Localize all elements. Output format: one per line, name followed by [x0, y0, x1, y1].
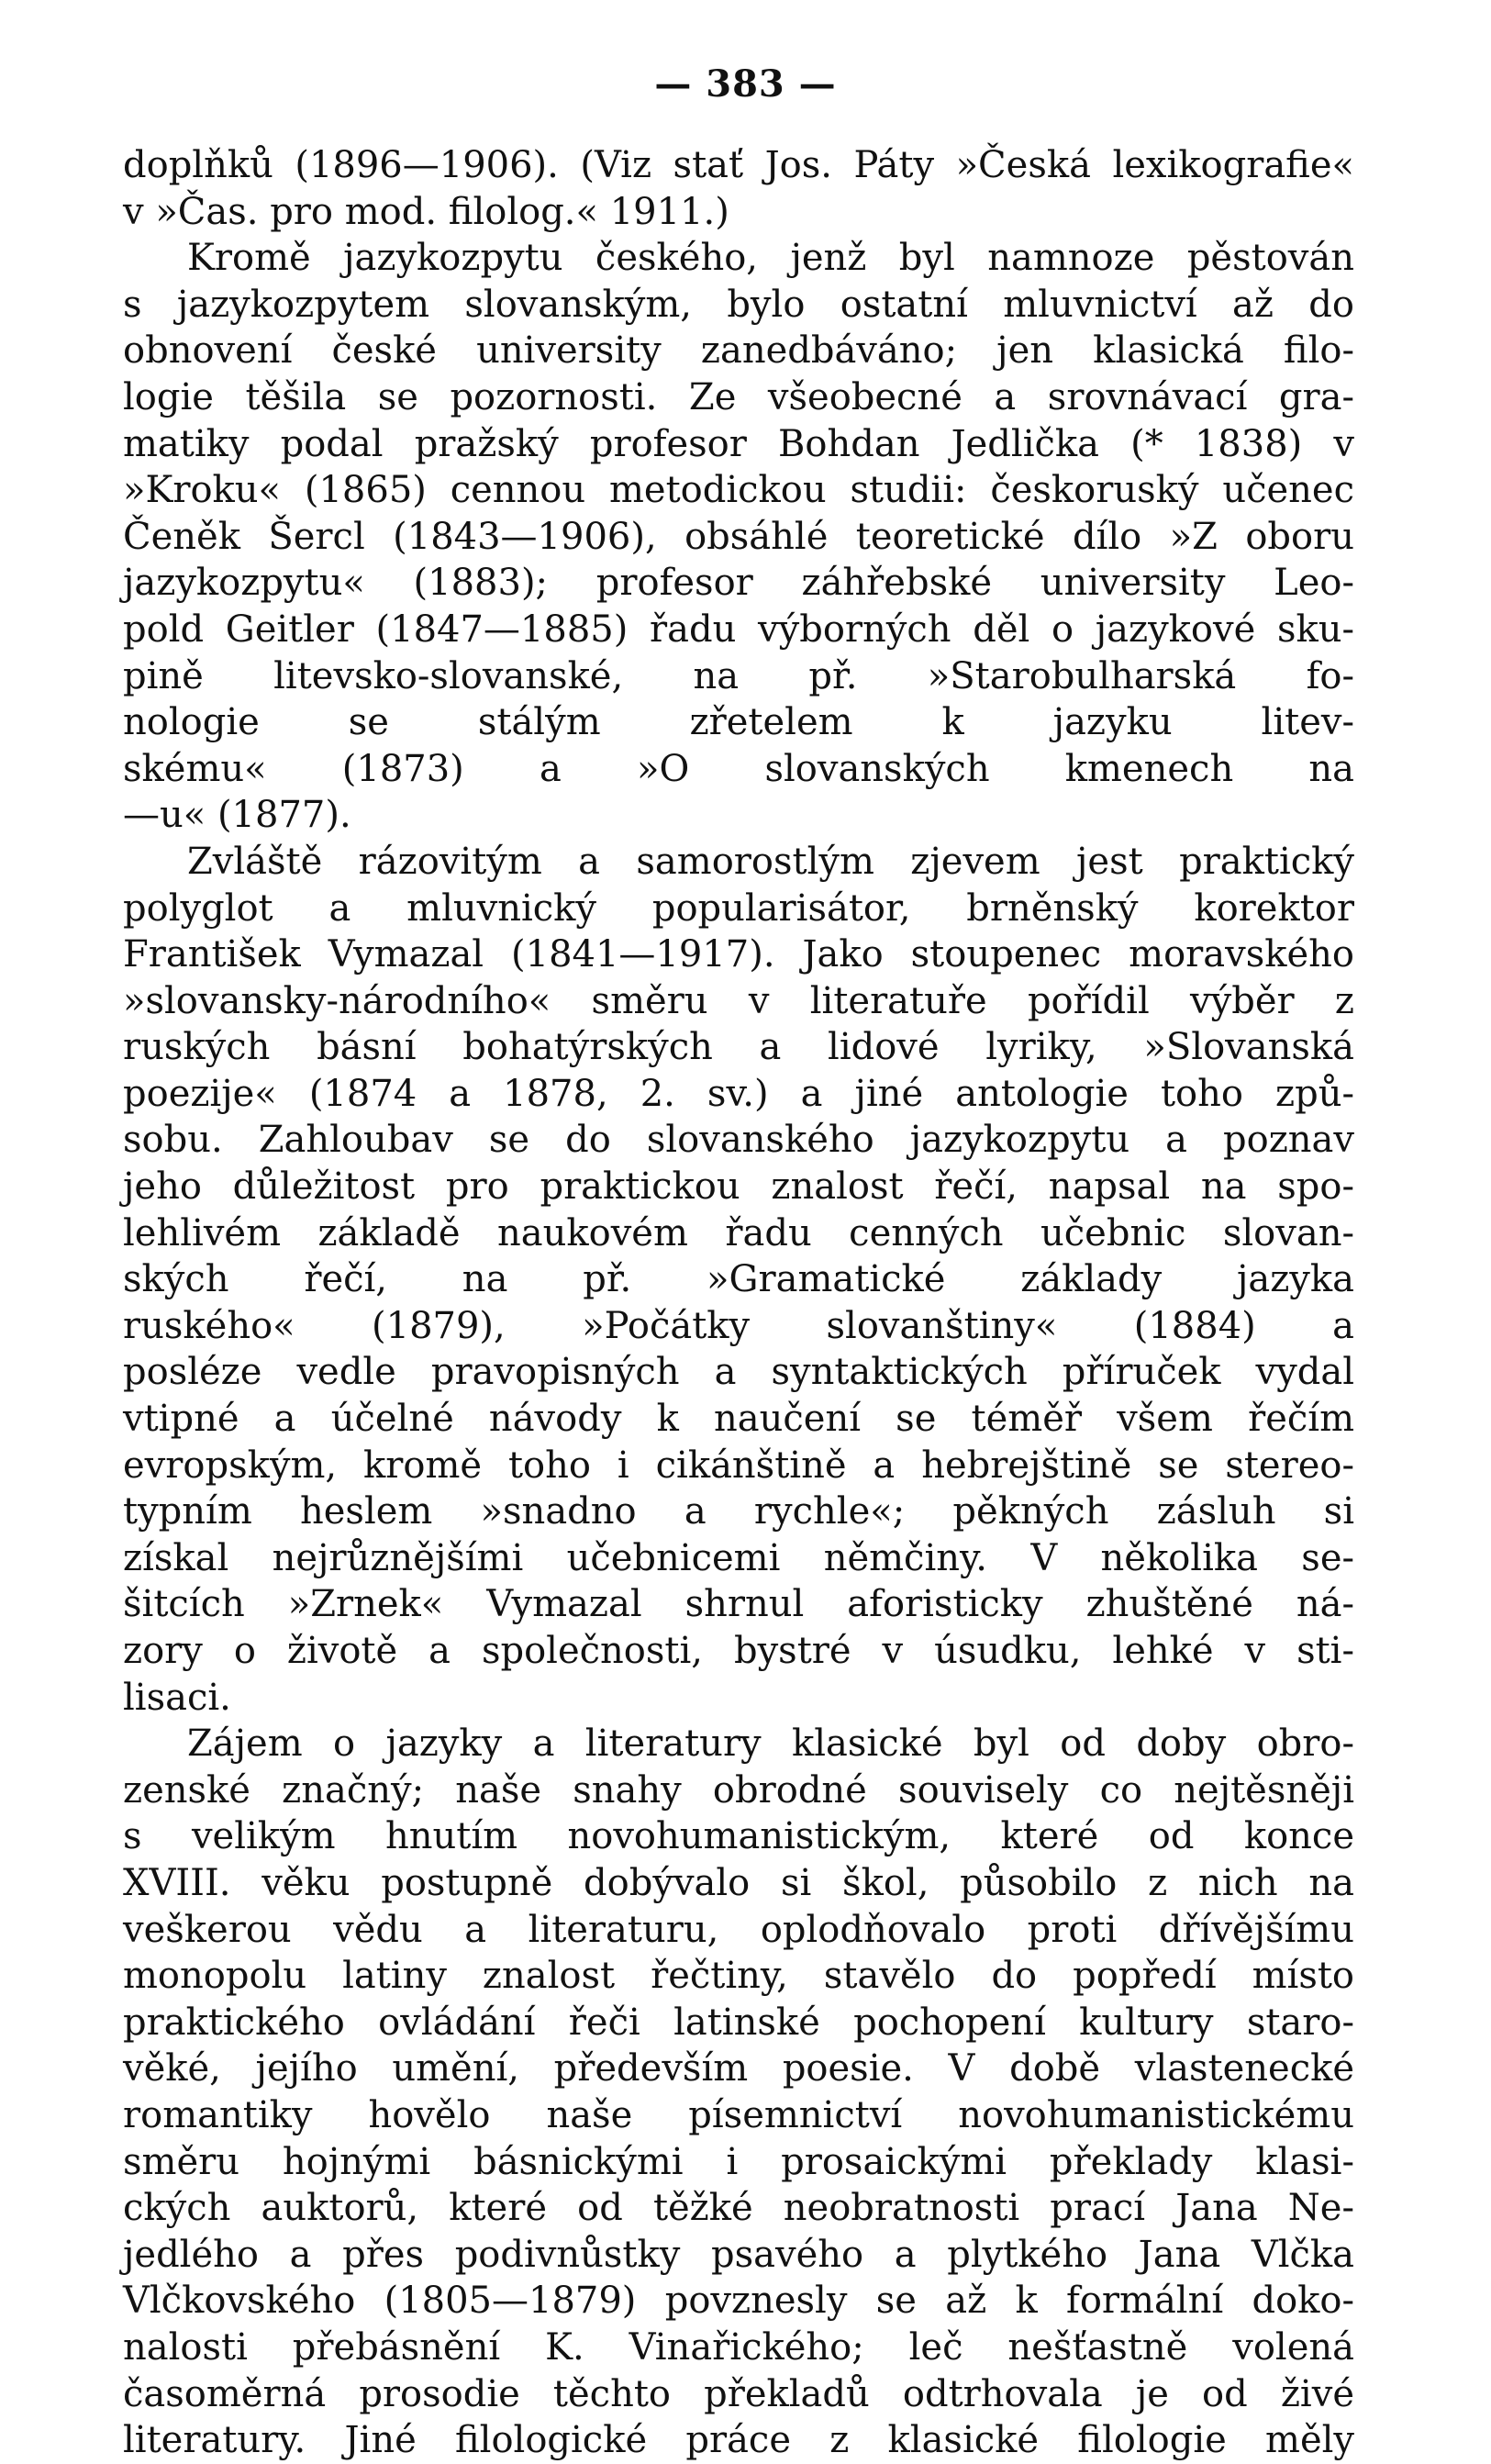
text-line: směru hojnými básnickými i prosaickými překlady klasi- — [123, 2140, 1354, 2183]
text-line: František Vymazal (1841—1917). Jako stoupenec moravského — [123, 933, 1354, 976]
text-line: časoměrná prosodie těchto překladů odtrhovala je od živé — [123, 2372, 1354, 2415]
text-line: Zájem o jazyky a literatury klasické byl od doby obro- — [187, 1723, 1354, 1766]
body-text — [123, 142, 1354, 2464]
text-line: posléze vedle pravopisných a syntaktických příruček vydal — [123, 1351, 1354, 1394]
text-line: šitcích »Zrnek« Vymazal shrnul aforisticky zhuštěné ná- — [123, 1583, 1354, 1626]
text-line: pold Geitler (1847—1885) řadu výborných děl o jazykové sku- — [123, 608, 1354, 651]
text-line: literatury. Jiné filologické práce z klasické filologie měly — [123, 2419, 1354, 2462]
text-line: veškerou vědu a literaturu, oplodňovalo proti dřívějšímu — [123, 1908, 1354, 1951]
text-line: ruského« (1879), »Počátky slovanštiny« (1884) a — [123, 1304, 1354, 1347]
text-line: evropským, kromě toho i cikánštině a hebrejštině se stereo- — [123, 1444, 1354, 1487]
text-line: pině litevsko-slovanské, na př. »Starobulharská fo- — [123, 654, 1354, 697]
text-line: ských řečí, na př. »Gramatické základy jazyka — [123, 1258, 1354, 1301]
text-line: monopolu latiny znalost řečtiny, stavělo do popředí místo — [123, 1955, 1354, 1998]
text-line: Vlčkovského (1805—1879) povznesly se až k formální doko- — [123, 2280, 1354, 2323]
text-line: s velikým hnutím novohumanistickým, které od konce — [123, 1815, 1354, 1858]
text-line: »Kroku« (1865) cennou metodickou studii: českoruský učenec — [123, 469, 1354, 512]
text-line: skému« (1873) a »O slovanských kmenech na — [123, 747, 1354, 790]
text-line: romantiky hovělo naše písemnictví novohumanistickému — [123, 2093, 1354, 2136]
text-line: získal nejrůznějšími učebnicemi němčiny. V několika se- — [123, 1536, 1354, 1579]
text-line: Kromě jazykozpytu českého, jenž byl namnoze pěstován — [187, 237, 1354, 280]
text-line: —u« (1877). — [123, 794, 351, 837]
text-line: Čeněk Šercl (1843—1906), obsáhlé teoretické dílo »Z oboru — [123, 515, 1354, 558]
text-line: logie těšila se pozornosti. Ze všeobecné a srovnávací gra- — [123, 375, 1354, 418]
text-line: obnovení české university zanedbáváno; jen klasická filo- — [123, 329, 1354, 373]
text-line: doplňků (1896—1906). (Viz stať Jos. Páty »Česká lexikografie« — [123, 144, 1354, 186]
text-line: Zvláště rázovitým a samorostlým zjevem jest praktický — [187, 840, 1354, 883]
text-line: s jazykozpytem slovanským, bylo ostatní mluvnictví až do — [123, 283, 1354, 326]
text-line: zenské značný; naše snahy obrodné souvisely co nejtěsněji — [123, 1768, 1354, 1812]
text-line: praktického ovládání řeči latinské pochopení kultury staro- — [123, 2001, 1354, 2044]
text-line: sobu. Zahloubav se do slovanského jazykozpytu a poznav — [123, 1119, 1354, 1162]
text-line: lisaci. — [123, 1676, 231, 1719]
text-line: lehlivém základě naukovém řadu cenných učebnic slovan- — [123, 1211, 1354, 1254]
text-line: ruských básní bohatýrských a lidové lyriky, »Slovanská — [123, 1026, 1354, 1069]
text-line: jazykozpytu« (1883); profesor záhřebské university Leo- — [123, 562, 1354, 605]
text-line: v »Čas. pro mod. filolog.« 1911.) — [123, 190, 729, 233]
text-line: věké, jejího umění, především poesie. V době vlastenecké — [123, 2047, 1354, 2090]
text-line: XVIII. věku postupně dobývalo si škol, působilo z nich na — [123, 1861, 1354, 1904]
text-line: nalosti přebásnění K. Vinařického; leč nešťastně volená — [123, 2325, 1354, 2369]
text-line: »slovansky-národního« směru v literatuře pořídil výběr z — [123, 979, 1354, 1022]
text-line: polyglot a mluvnický popularisátor, brněnský korektor — [123, 886, 1354, 930]
text-line: vtipné a účelné návody k naučení se téměř všem řečím — [123, 1398, 1354, 1441]
text-line: matiky podal pražský profesor Bohdan Jedlička (* 1838) v — [123, 422, 1354, 465]
text-line: jeho důležitost pro praktickou znalost řečí, napsal na spo- — [123, 1165, 1354, 1209]
text-line: poezije« (1874 a 1878, 2. sv.) a jiné antologie toho způ- — [123, 1072, 1354, 1115]
text-line: typním heslem »snadno a rychle«; pěkných zásluh si — [123, 1490, 1354, 1533]
text-line: ckých auktorů, které od těžké neobratnosti prací Jana Ne- — [123, 2187, 1354, 2230]
text-line: nologie se stálým zřetelem k jazyku litev- — [123, 701, 1354, 744]
text-line: zory o životě a společnosti, bystré v úsudku, lehké v sti- — [123, 1630, 1354, 1672]
page-number: — 383 — — [654, 62, 837, 106]
text-line: jedlého a přes podivnůstky psavého a plytkého Jana Vlčka — [123, 2233, 1354, 2276]
